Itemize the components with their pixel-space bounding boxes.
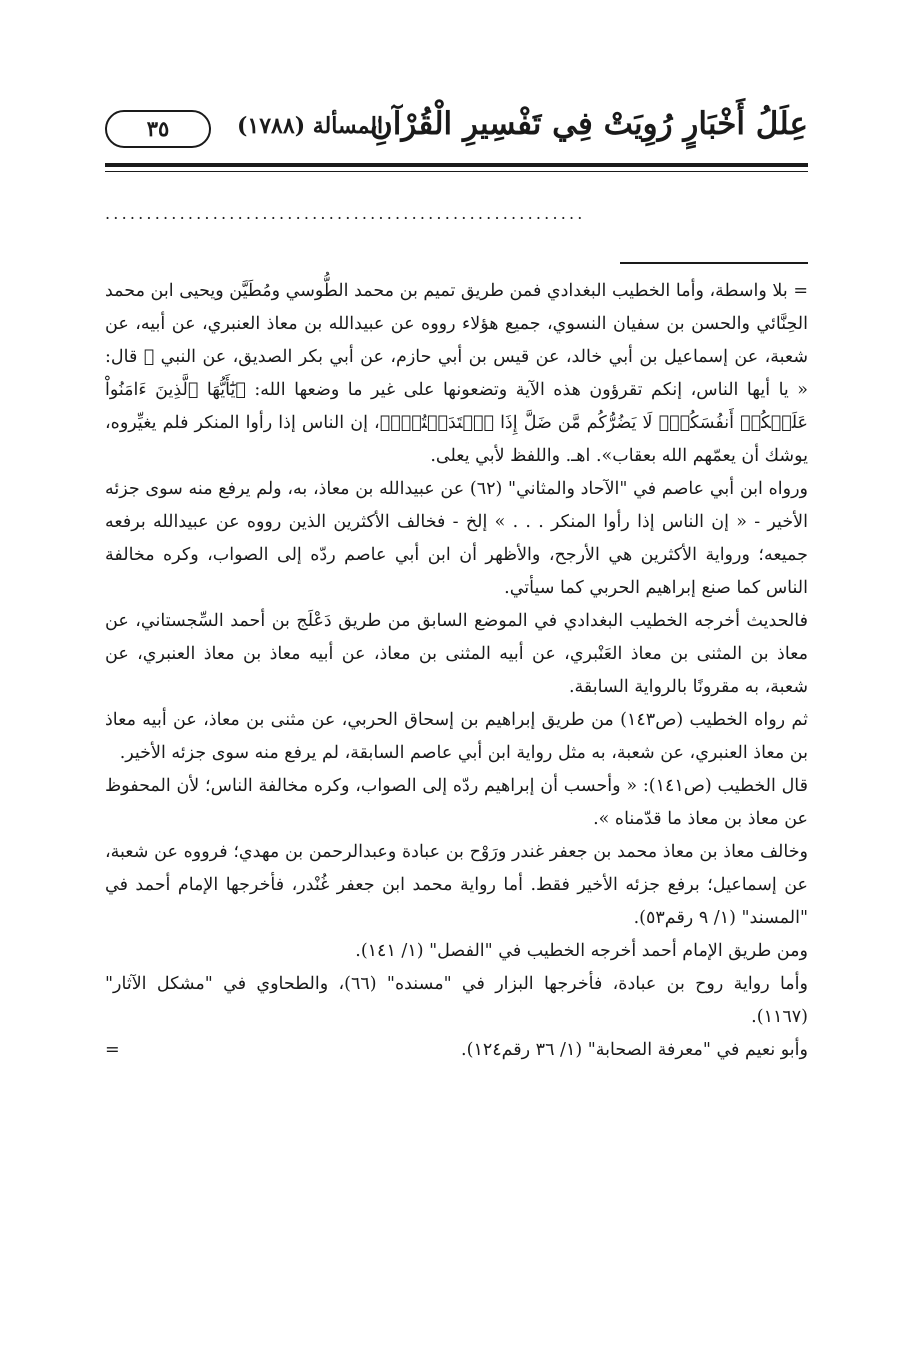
paragraph: قال الخطيب (ص١٤١): « وأحسب أن إبراهيم ردّه إلى الصواب، وكره مخالفة الناس؛ لأن المحفوظ عن معاذ بن معاذ ما قدّمناه ». [105,776,808,829]
last-line [105,1034,808,1067]
footnote-body [105,275,808,1067]
paragraph: فالحديث أخرجه الخطيب البغدادي في الموضع السابق من طريق دَعْلَج بن أحمد السِّجستاني، عن معاذ بن المثنى بن معاذ العَنْبري، عن أبيه المثنى بن معاذ، عن أبيه معاذ بن معاذ العنبري، عن شعبة، به مقرونًا بالرواية السابقة. [105,611,809,697]
header-rule-thick [105,163,808,167]
page-number-badge: ٣٥ [105,110,211,148]
paragraph: ورواه ابن أبي عاصم في "الآحاد والمثاني" (٦٢) عن عبيدالله بن معاذ، به، ولم يرفع منه سوى جزئه الأخير - « إن الناس إذا رأوا المنكر . . . » إلخ - فخالف الأكثرين الذين رووه عن عبيدالله برفعه جميعه؛ ورواية الأكثرين هي الأرجح، والأظهر أن ابن أبي عاصم ردّه إلى الصواب، وكره مخالفة الناس كما صنع إبراهيم الحربي كما سيأتي. [105,479,808,598]
paragraph: ثم رواه الخطيب (ص١٤٣) من طريق إبراهيم بن إسحاق الحربي، عن مثنى بن معاذ، عن أبيه معاذ بن معاذ العنبري، عن شعبة، به مثل رواية ابن أبي عاصم السابقة، لم يرفع منه سوى جزئه الأخير. [105,710,809,763]
last-line-text: وأبو نعيم في "معرفة الصحابة" (١/ ٣٦ رقم١٢٤). [461,1040,808,1060]
header-rule-thin [105,171,808,172]
paragraph: ومن طريق الإمام أحمد أخرجه الخطيب في "الفصل" (١/ ١٤١). [355,941,808,961]
continuation-mark: = [105,1040,120,1060]
paragraph: = بلا واسطة، وأما الخطيب البغدادي فمن طريق تميم بن محمد الطُّوسي ومُطَيَّن ويحيى ابن محمد الحِنَّائي والحسن بن سفيان النسوي، جميع هؤلاء رووه عن عبيدالله بن معاذ العنبري، عن أبيه، عن شعبة، عن إسماعيل بن أبي خالد، عن قيس بن أبي حازم، عن أبي بكر الصديق، عن النبي ﷺ قال: « يا أيها الناس، إنكم تقرؤون هذه الآية وتضعونها على غير ما وضعها الله: ﴿يَٰٓأَيُّهَا ٱلَّذِينَ ءَامَنُواْ عَلَيۡكُمۡ أَنفُسَكُمۡۖ لَا يَضُرُّكُم مَّن ضَلَّ إِذَا ٱهۡتَدَيۡتُمۡۚ﴾، إن الناس إذا رأوا المنكر فلم يغيِّروه، يوشك أن يعمّهم الله بعقاب». اهـ. واللفظ لأبي يعلى. [105,281,808,466]
paragraph: وأما رواية روح بن عبادة، فأخرجها البزار في "مسنده" (٦٦)، والطحاوي في "مشكل الآثار" (١١٦٧). [105,974,808,1027]
dotted-separator: .......................................................... [105,204,586,223]
page-header [105,98,808,162]
footnote-rule [620,262,808,264]
book-title: عِلَلُ أَخْبَارٍ رُوِيَتْ فِي تَفْسِيرِ الْقُرْآنِ [369,106,808,142]
masala-label: المسألة (١٧٨٨) [237,113,384,139]
paragraph: وخالف معاذ بن معاذ محمد بن جعفر غندر ورَوْح بن عبادة وعبدالرحمن بن مهدي؛ فرووه عن شعبة، عن إسماعيل؛ برفع جزئه الأخير فقط. أما رواية محمد ابن جعفر غُنْدر، فأخرجها الإمام أحمد في "المسند" (١/ ٩ رقم٥٣). [105,842,808,928]
